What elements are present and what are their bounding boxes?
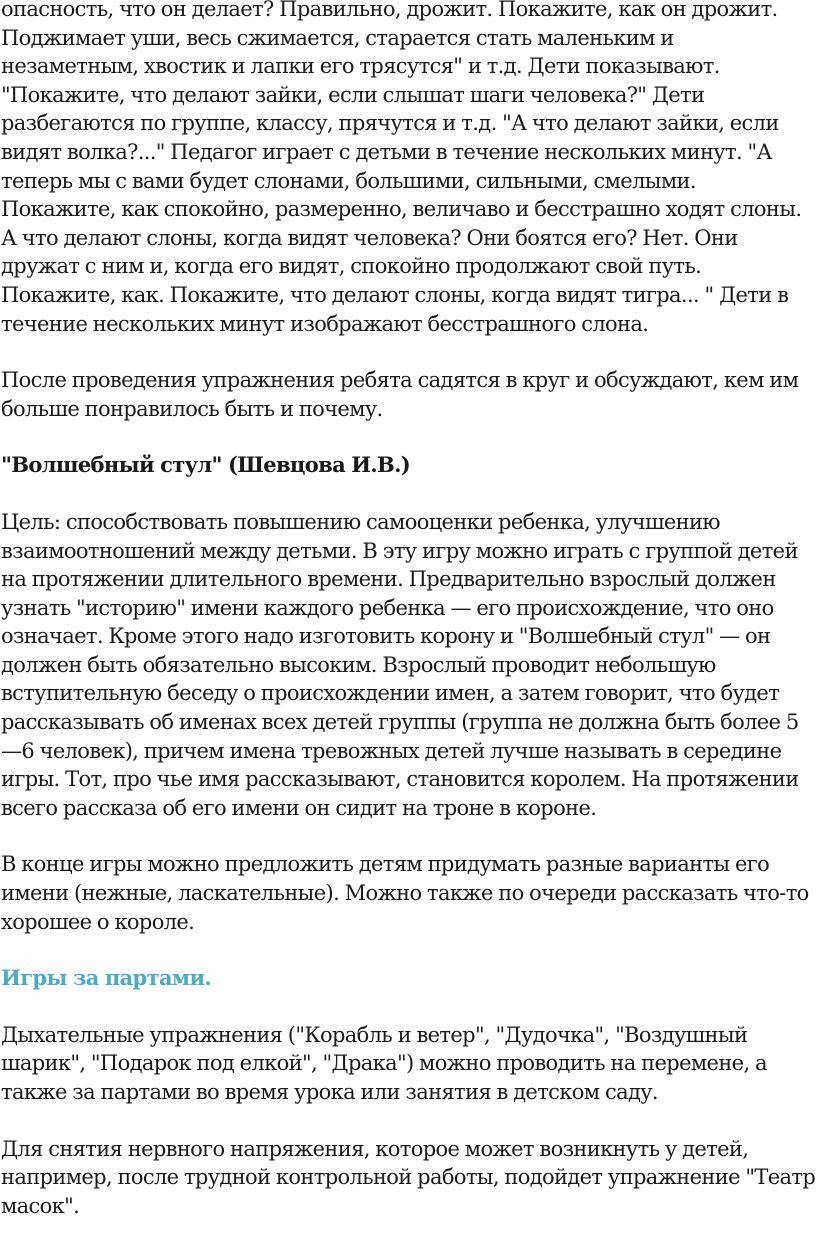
paragraph-magic-chair-goal: Цель: способствовать повышению самооценки ребенка, улучшению взаимоотношений между детьми. В эту игру можно играть с группой детей на протяжении длительного времени. Предварительно взрослый должен узнать "историю" имени каждого ребенка — его происхождение, что оно означает. Кроме этого надо изготовить корону и "Волшебный стул" — он должен быть обязательно высоким. Взрослый проводит небольшую вступительную беседу о происхождении имен, а затем говорит, что будет рассказывать об именах всех детей группы (группа не должна быть более 5—6 человек), причем имена тревожных детей лучше называть в середине игры. Тот, про чье имя рассказывают, становится королем. На протяжении всего рассказа об его имени он сидит на троне в короне. — [1, 509, 799, 820]
heading-desk-games: Игры за партами. — [1, 965, 212, 991]
document-page — [1, 0, 816, 1248]
paragraph-breathing-exercises: Дыхательные упражнения ("Корабль и ветер", "Дудочка", "Воздушный шарик", "Подарок под елкой", "Драка") можно проводить на перемене, а также за партами во время урока или занятия в детском саду. — [1, 1022, 767, 1104]
paragraph-discussion: После проведения упражнения ребята садятся в круг и обсуждают, кем им больше понравилось быть и почему. — [1, 368, 799, 421]
paragraph-animals-game-end: опасность, что он делает? Правильно, дрожит. Покажите, как он дрожит. Поджимает уши, весь сжимается, старается стать маленьким и незаметным, хвостик и лапки его трясутся" и т.д. Дети показывают. "Покажите, что делают зайки, если слышат шаги человека?" Дети разбегаются по группе, классу, прячутся и т.д. "А что делают зайки, если видят волка?..." Педагог играет с детьми в течение нескольких минут. "А теперь мы с вами будет слонами, большими, сильными, смелыми. Покажите, как спокойно, размеренно, величаво и бесстрашно ходят слоны. А что делают слоны, когда видят человека? Они боятся его? Нет. Они дружат с ним и, когда его видят, спокойно продолжают свой путь. Покажите, как. Покажите, что делают слоны, когда видят тигра... " Дети в течение нескольких минут изображают бесстрашного слона. — [1, 0, 802, 336]
paragraph-mask-theater: Для снятия нервного напряжения, которое может возникнуть у детей, например, после трудной контрольной работы, подойдет упражнение "Театр масок". — [1, 1136, 816, 1218]
heading-magic-chair: "Волшебный стул" (Шевцова И.В.) — [1, 452, 411, 478]
paragraph-magic-chair-end: В конце игры можно предложить детям придумать разные варианты его имени (нежные, ласкательные). Можно также по очереди рассказать что-то хорошее о короле. — [1, 852, 809, 934]
